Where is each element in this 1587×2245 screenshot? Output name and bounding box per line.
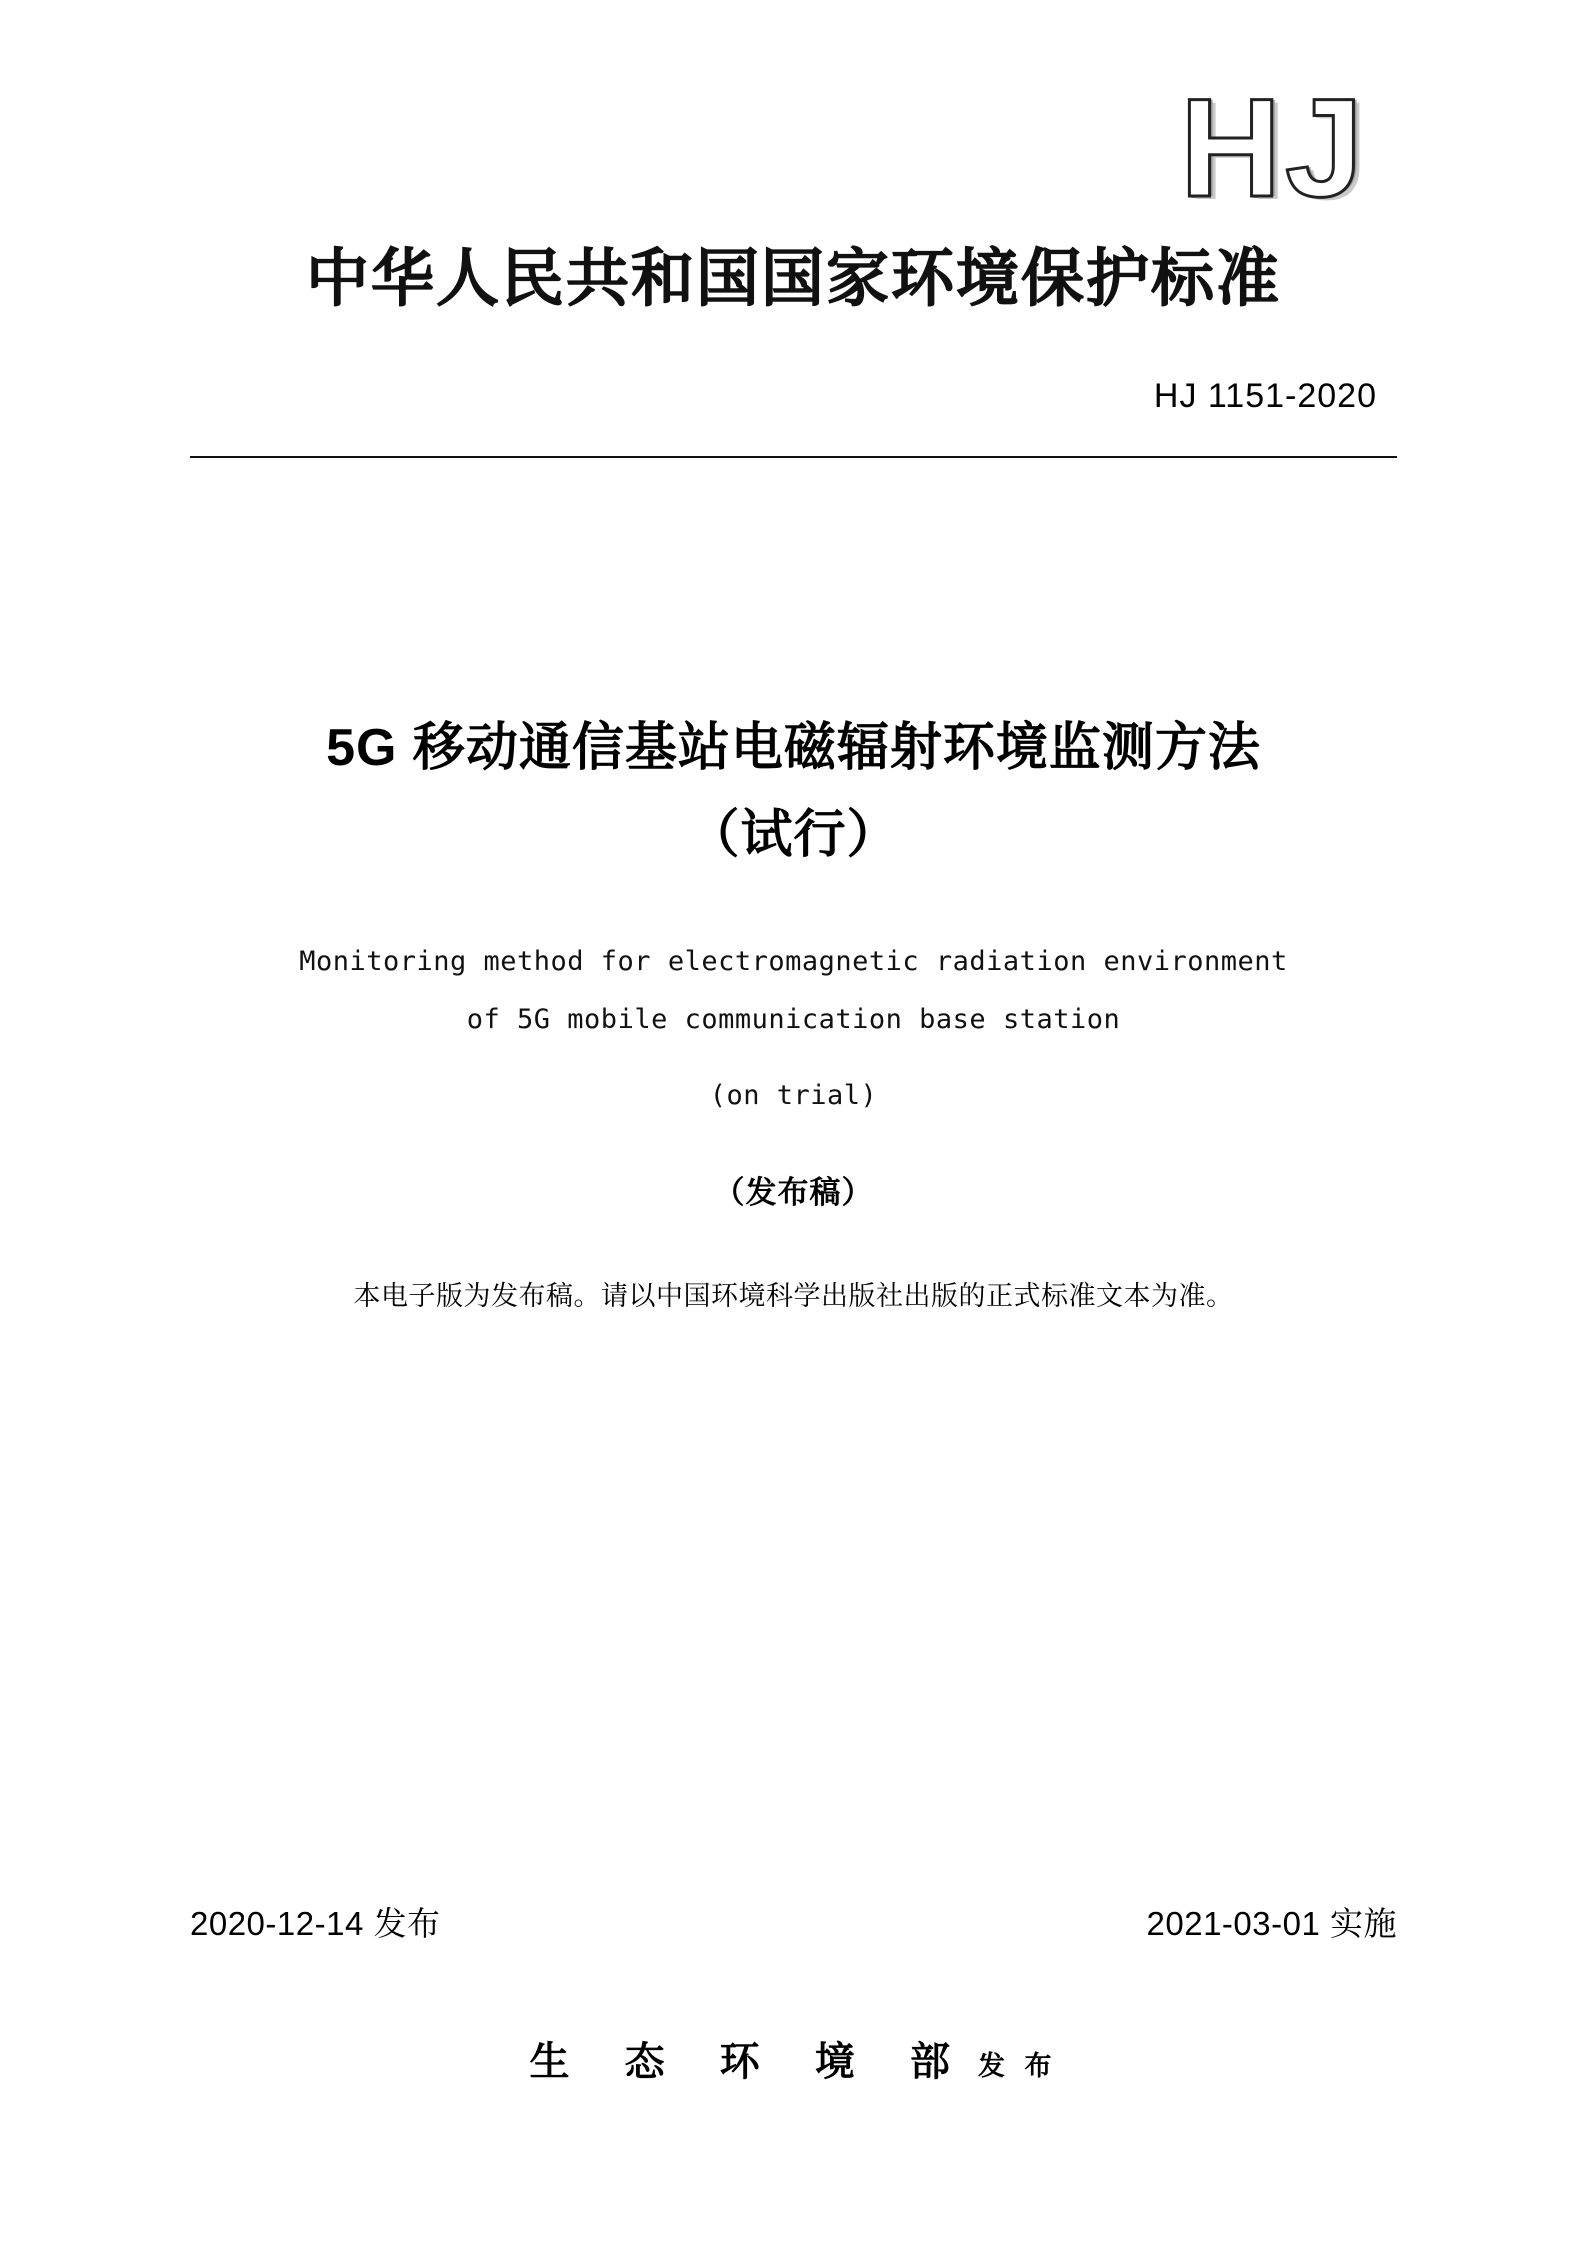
title-block <box>190 708 1397 1313</box>
effective-date: 2021-03-01 实施 <box>1146 1905 1397 1942</box>
document-title-en <box>190 933 1397 1125</box>
document-title-cn-main: 5G 移动通信基站电磁辐射环境监测方法 <box>326 719 1261 777</box>
document-title-en-line2: of 5G mobile communication base station <box>466 1004 1121 1036</box>
issue-date: 2020-12-14 发布 <box>190 1905 441 1942</box>
masthead <box>190 0 1397 458</box>
document-stage-label: （发布稿） <box>713 1175 874 1211</box>
hj-wordmark-icon: HJ <box>1180 69 1367 226</box>
document-title-cn <box>190 708 1397 875</box>
document-title-en-line3: (on trial) <box>709 1080 878 1112</box>
standard-number: HJ 1151-2020 <box>1153 377 1377 415</box>
national-standard-title: 中华人民共和国国家环境保护标准 <box>306 244 1281 314</box>
header-divider <box>190 456 1397 458</box>
issuer-verb: 发 布 <box>977 2051 1058 2081</box>
issuer-block <box>0 2030 1587 2087</box>
document-title-cn-sub: （试行） <box>687 805 900 864</box>
issuer-organization: 生 态 环 境 部 <box>529 2040 972 2084</box>
date-row <box>190 1898 1397 1945</box>
publication-notice: 本电子版为发布稿。请以中国环境科学出版社出版的正式标准文本为准。 <box>353 1281 1234 1312</box>
document-title-en-line1: Monitoring method for electromagnetic radiation environment <box>299 946 1288 978</box>
